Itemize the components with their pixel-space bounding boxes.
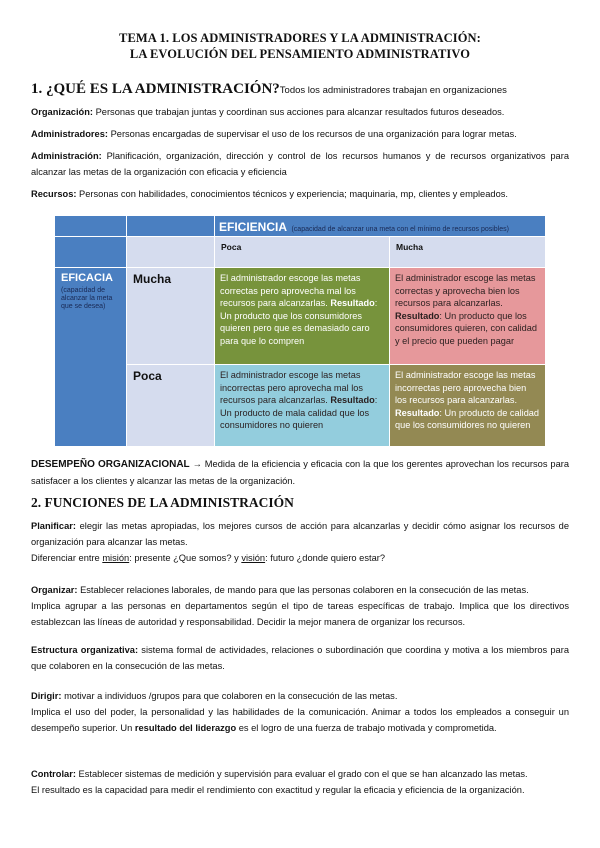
row-label-poca: Poca: [127, 365, 214, 446]
section-1-heading: [31, 80, 507, 100]
controlar-text: Establecer sistemas de medición y supervisión para evaluar el grado con el que se han alcanzado las metas.: [75, 769, 528, 779]
cell-mucha-mucha: [390, 268, 545, 364]
planificar-paragraph: [31, 518, 569, 550]
text: : presente ¿Que somos? y: [129, 553, 242, 563]
cell-text: El administrador escoge las metas correctas y aprovecha bien los recursos para alcanzarlas.: [395, 273, 536, 308]
controlar-term: Controlar:: [31, 769, 76, 779]
eficiencia-subtitle: (capacidad de alcanzar una meta con el mínimo de recursos posibles): [291, 226, 509, 233]
table-row-label-header: [127, 237, 214, 267]
eficacia-title: EFICACIA: [61, 272, 113, 284]
cell-result-text: : Un producto que los consumidores quieren pero que es demasiado caro para que lo compren: [220, 298, 378, 346]
eficacia-subtitle: (capacidad de alcanzar la meta que se desea): [61, 287, 113, 310]
definition-text: Personas con habilidades, conocimientos técnicos y experiencia; maquinaria, mp, clientes y empleados.: [76, 189, 508, 199]
text: : futuro ¿donde quiero estar?: [265, 553, 386, 563]
column-header-mucha: Mucha: [390, 237, 545, 267]
efficiency-efficacy-table: [55, 216, 545, 446]
cell-result-label: Resultado: [395, 310, 440, 321]
section-2-heading: 2. FUNCIONES DE LA ADMINISTRACIÓN: [31, 495, 294, 510]
definition-administracion: [31, 148, 569, 180]
estructura-term: Estructura organizativa:: [31, 645, 139, 655]
definition-administradores: [31, 126, 569, 142]
text: es el logro de una fuerza de trabajo motivada y comprometida.: [236, 723, 497, 733]
document-title-line-2: LA EVOLUCIÓN DEL PENSAMIENTO ADMINISTRATIVO: [129, 47, 471, 61]
text: Diferenciar entre: [31, 553, 103, 563]
mision-vision-line: [31, 550, 569, 566]
section-1-heading-text: 1. ¿QUÉ ES LA ADMINISTRACIÓN?: [31, 81, 280, 97]
cell-result-label: Resultado: [330, 395, 375, 405]
cell-text: El administrador escoge las metas correctas pero aprovecha mal los recursos para alcanzarlas.: [220, 273, 361, 308]
definition-organizacion: [31, 104, 569, 120]
table-corner-top: [55, 216, 126, 236]
estructura-text: sistema formal de actividades, relaciones o subordinación que coordina y motiva a los miembros para que colaboren en la consecución de las metas.: [31, 645, 569, 671]
mision-term: misión: [102, 553, 130, 563]
cell-result-text: : Un producto de mala calidad que los consumidores no quieren: [220, 395, 378, 430]
desempeno-text: Medida de la eficiencia y eficacia con la que los gerentes aprovechan los recursos para satisfacer a los clientes y alcanzar las metas de la organización.: [31, 459, 570, 486]
eficiencia-title: EFICIENCIA: [219, 220, 288, 234]
section-1-aside: Todos los administradores trabajan en organizaciones: [279, 85, 507, 96]
planificar-text: elegir las metas apropiadas, los mejores cursos de acción para alcanzarlas y decidir cómo asignar los recursos de organización para alcanzar las metas.: [31, 521, 569, 547]
definition-term: Recursos:: [31, 189, 77, 199]
table-row-label-header-top: [127, 216, 214, 236]
table-corner-bottom: [55, 237, 126, 267]
cell-mucha-poca: [215, 268, 389, 364]
definition-term: Administradores:: [31, 129, 108, 139]
estructura-paragraph: [31, 642, 569, 674]
definition-text: Personas que trabajan juntas y coordinan sus acciones para alcanzar resultados futuros deseados.: [93, 107, 505, 117]
dirigir-term: Dirigir:: [31, 691, 62, 701]
organizar-text: Establecer relaciones laborales, de mando para que las personas colaboren en la consecución de las metas.: [77, 585, 529, 595]
column-header-poca: Poca: [215, 237, 389, 267]
liderazgo-term: resultado del liderazgo: [134, 723, 237, 733]
cell-result-text: : Un producto que los consumidores quieren, con calidad y el precio que pueden pagar: [395, 310, 537, 346]
definition-recursos: [31, 186, 569, 202]
desempeno-paragraph: [31, 456, 569, 489]
cell-result-label: Resultado: [395, 407, 440, 418]
definition-text: Planificación, organización, dirección y control de los recursos humanos y de recursos organizativos para alcanzar las metas de la organización con eficacia y eficiencia: [31, 151, 569, 177]
dirigir-text: motivar a individuos /grupos para que colaboren en la consecución de las metas.: [61, 691, 398, 701]
cell-result-text: : Un producto de calidad que los consumidores no quieren: [395, 407, 540, 430]
organizar-paragraph: [31, 582, 569, 598]
definition-text: Personas encargadas de supervisar el uso de los recursos de una organización para lograr metas.: [107, 129, 517, 139]
controlar-paragraph-2: El resultado es la capacidad para medir el rendimiento con exactitud y regular la eficacia y eficiencia de la organización.: [31, 785, 525, 795]
definition-term: Administración:: [31, 151, 102, 161]
controlar-paragraph: [31, 766, 569, 782]
organizar-term: Organizar:: [31, 585, 78, 595]
cell-poca-poca: [215, 365, 389, 446]
cell-text: El administrador escoge las metas incorrectas pero aprovecha bien los recursos para alcanzarlas.: [395, 370, 536, 405]
planificar-term: Planificar:: [31, 521, 76, 531]
eficacia-header: [55, 268, 126, 446]
dirigir-paragraph-2: [31, 704, 569, 736]
vision-term: visión: [241, 553, 266, 563]
row-label-mucha: Mucha: [127, 268, 214, 364]
arrow-icon: →: [189, 459, 205, 469]
cell-poca-mucha: [390, 365, 545, 446]
cell-text: El administrador escoge las metas incorrectas pero aprovecha mal los recursos para alcanzarlas.: [220, 370, 363, 405]
text: Implica el uso del poder, la personalidad y las habilidades de la comunicación. Animar a todos los empleados a conseguir un desempeño superior. Un: [31, 707, 569, 733]
document-title-line-1: TEMA 1. LOS ADMINISTRADORES Y LA ADMINISTRACIÓN:: [119, 31, 481, 45]
eficiencia-header: [215, 216, 545, 236]
organizar-paragraph-2: Implica agrupar a las personas en departamentos según el tipo de tareas específicas de trabajo. Implica que los directivos establezcan las líneas de autoridad y responsabilidad. Decidir la mejor manera de organizar los recursos.: [31, 601, 569, 627]
cell-result-label: Resultado: [330, 298, 375, 308]
dirigir-paragraph: [31, 688, 569, 704]
definition-term: Organización:: [31, 107, 93, 117]
desempeno-term: DESEMPEÑO ORGANIZACIONAL: [31, 459, 190, 470]
